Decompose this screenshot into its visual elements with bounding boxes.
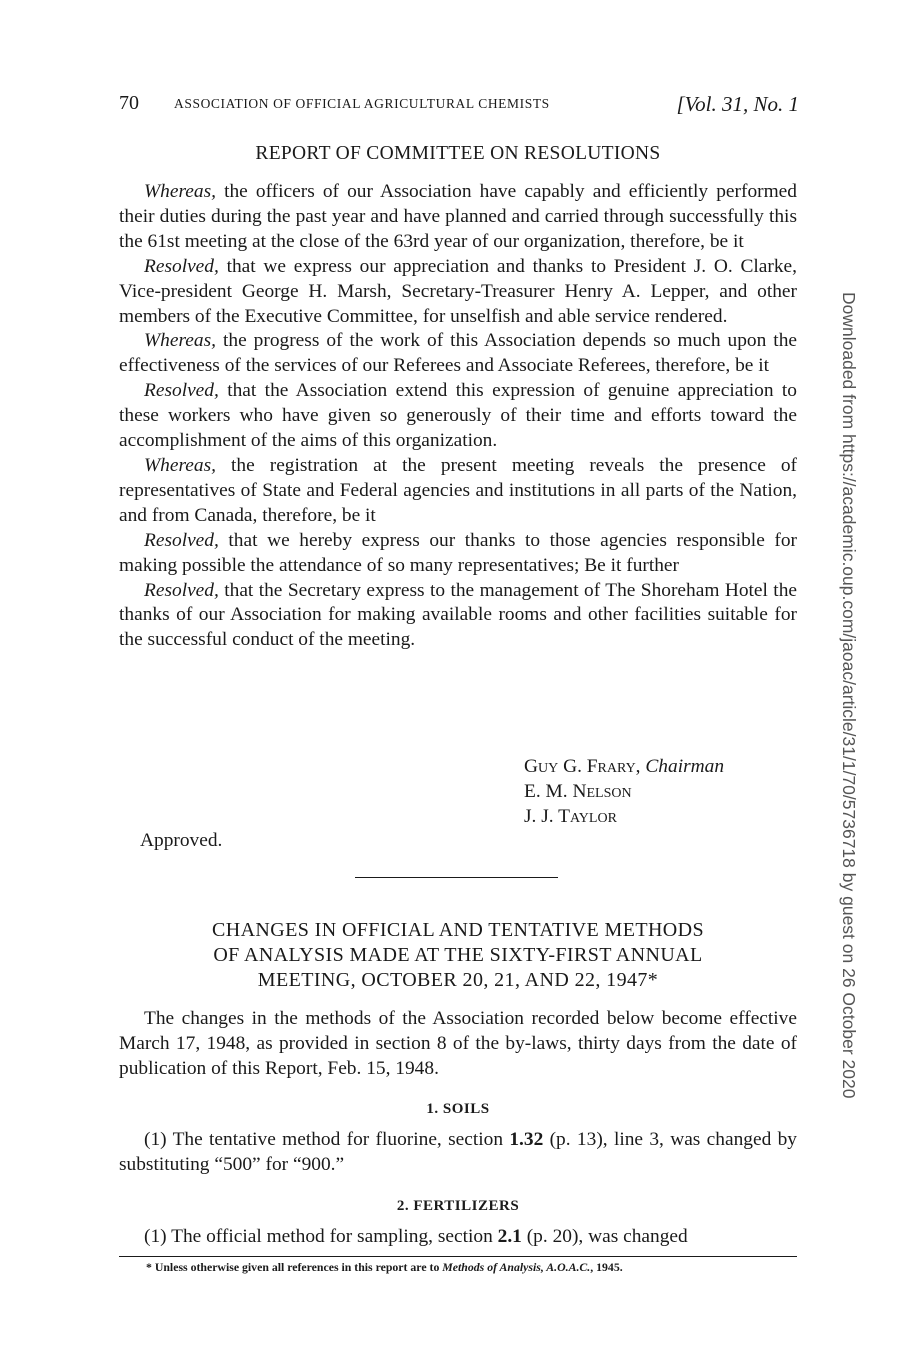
paragraph: Whereas, the registration at the present meeting reveals the presence of representatives of State and Federal agencies and institutions in all parts of the Nation, and from Canada, therefore, be it <box>119 454 797 526</box>
changes-title: CHANGES IN OFFICIAL AND TENTATIVE METHODS OF ANALYSIS MADE AT THE SIXTY-FIRST ANNUAL MEETING, OCTOBER 20, 21, AND 22, 1947* <box>211 919 704 991</box>
report-title: REPORT OF COMMITTEE ON RESOLUTIONS <box>255 143 661 164</box>
fertilizers-item: (1) The official method for sampling, section 2.1 (p. 20), was changed <box>144 1226 688 1247</box>
paragraph: Resolved, that the Secretary express to the management of The Shoreham Hotel the thanks of our Association for making available rooms and other facilities suitable for the successful conduct of the meeting. <box>119 579 797 651</box>
resolutions-text <box>119 180 797 653</box>
running-header <box>119 92 799 118</box>
soils-item: (1) The tentative method for fluorine, section 1.32 (p. 13), line 3, was changed by substituting “500” for “900.” <box>119 1129 797 1175</box>
paragraph: Whereas, the progress of the work of this Association depends so much upon the effectiveness of the services of our Referees and Associate Referees, therefore, be it <box>119 330 797 377</box>
journal-title: ASSOCIATION OF OFFICIAL AGRICULTURAL CHEMISTS <box>174 96 550 111</box>
paragraph: Whereas, the officers of our Association have capably and efficiently performed their duties during the past year and have planned and carried through successfully this the 61st meeting at the close of the 63rd year of our organization, therefore, be it <box>119 181 797 252</box>
changes-intro: The changes in the methods of the Association recorded below become effective March 17, 1948, as provided in section 8 of the by-laws, thirty days from the date of publication of this Report, Feb. 15, 1948. <box>119 1008 797 1079</box>
paragraph: Resolved, that the Association extend this expression of genuine appreciation to these workers who have given so generously of their time and efforts toward the accomplishment of the aims of this organization. <box>119 380 797 452</box>
section-heading-soils: 1. SOILS <box>426 1101 490 1117</box>
paragraph: Resolved, that we hereby express our thanks to those agencies responsible for making possible the attendance of so many representatives; Be it further <box>119 529 797 576</box>
signatory: J. J. Taylor <box>524 806 617 827</box>
paragraph: Resolved, that we express our appreciation and thanks to President J. O. Clarke, Vice-president George H. Marsh, Secretary-Treasurer Henry A. Lepper, and other members of the Executive Committee, for unselfish and able service rendered. <box>119 255 797 327</box>
signatory: E. M. Nelson <box>524 781 632 802</box>
approved-note: Approved. <box>140 830 223 851</box>
footnote-rule <box>119 1256 797 1257</box>
footnote: * Unless otherwise given all references in this report are to Methods of Analysis, A.O.A.C., 1945. <box>146 1260 623 1274</box>
section-heading-fertilizers: 2. FERTILIZERS <box>396 1198 520 1214</box>
page-number: 70 <box>119 92 139 114</box>
signatory-chairman: Guy G. Frary, Chairman <box>524 756 725 777</box>
volume-issue: [Vol. 31, No. 1 <box>676 92 799 116</box>
section-divider <box>355 877 558 878</box>
